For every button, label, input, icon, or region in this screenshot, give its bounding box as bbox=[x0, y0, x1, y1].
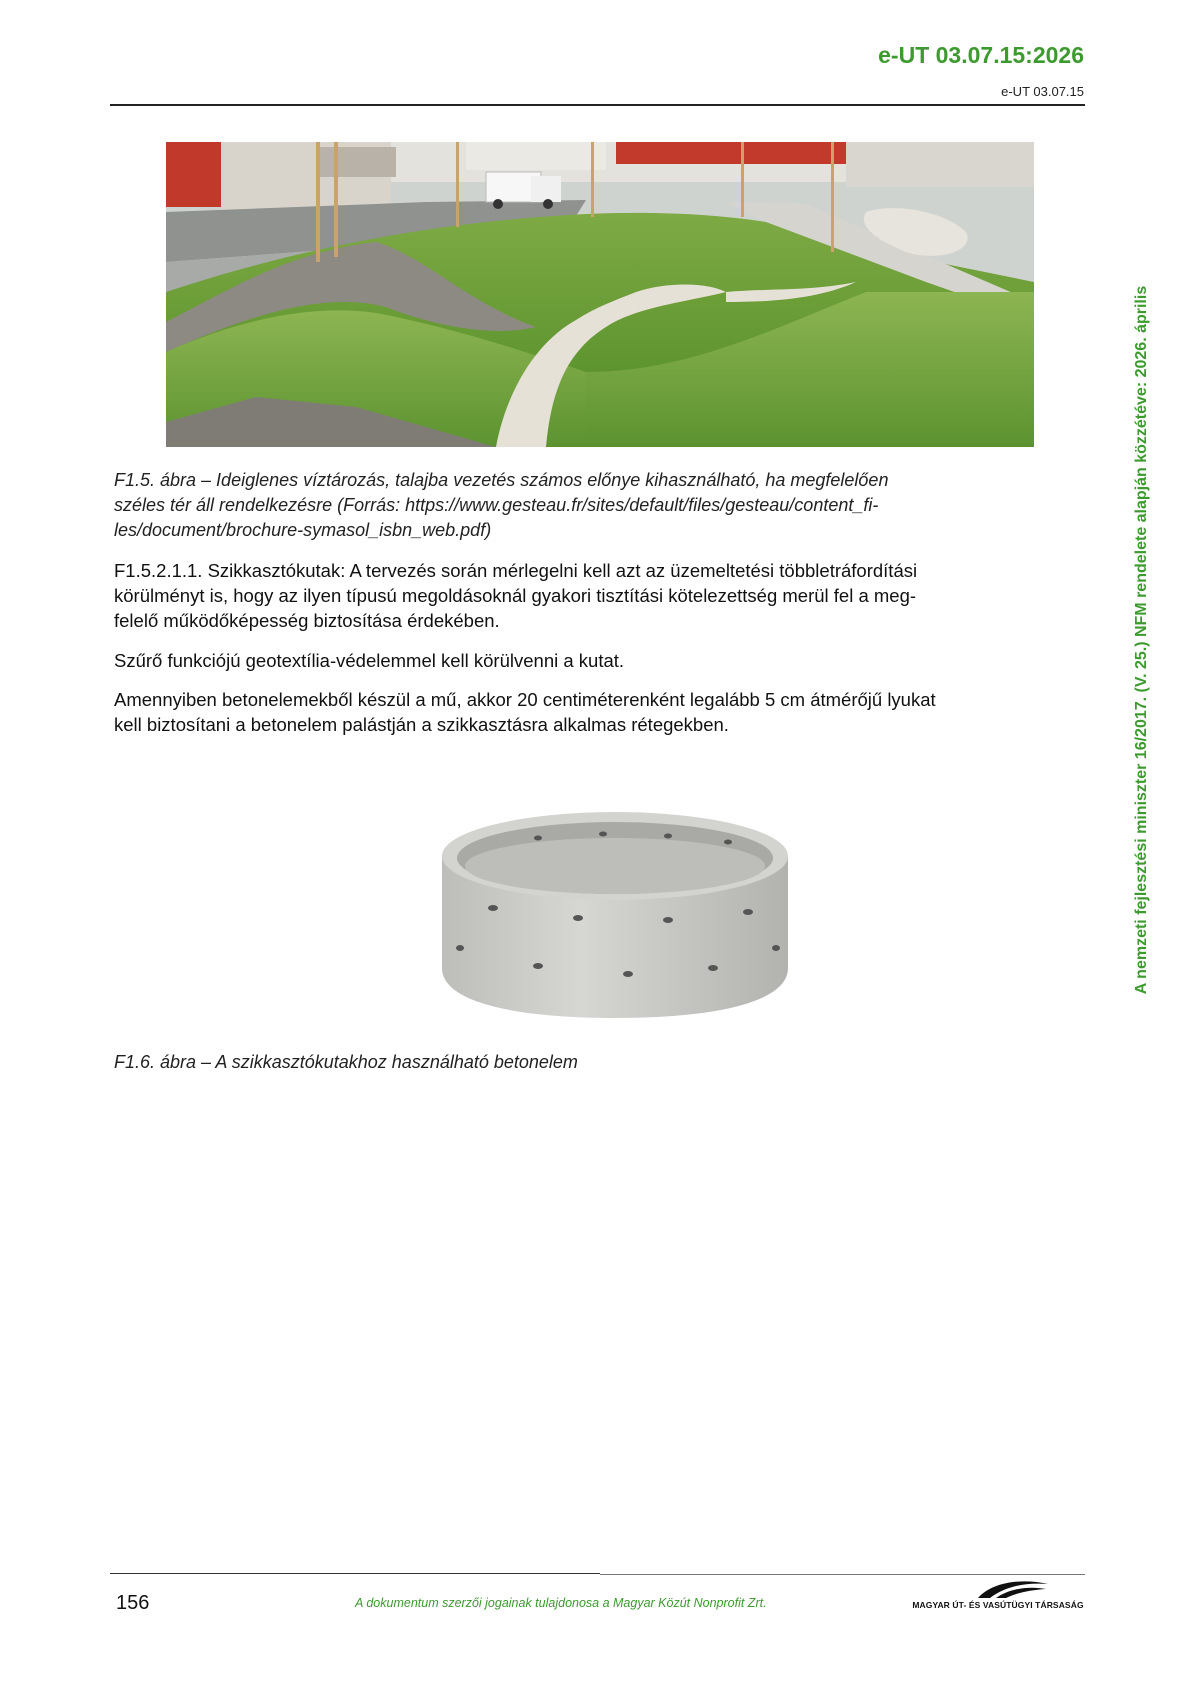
paragraph-geotextile: Szűrő funkciójú geotextília-védelemmel kell körülvenni a kutat. bbox=[114, 650, 625, 671]
page-number: 156 bbox=[116, 1592, 150, 1614]
publication-side-note: A nemzeti fejlesztési miniszter 16/2017. (V. 25.) NFM rendelete alapján közzétéve: 2026. április bbox=[1133, 285, 1150, 995]
infiltration-basin-photo bbox=[166, 142, 1034, 447]
perforated-concrete-ring-photo bbox=[438, 808, 792, 1020]
arc-logo-icon bbox=[912, 1578, 1084, 1600]
text-line: F1.5.2.1.1. Szikkasztókutak: A tervezés során mérlegelni kell azt az üzemeltetési többletráfordítási bbox=[114, 560, 918, 581]
text-line: kell biztosítani a betonelem palástján a szikkasztásra alkalmas rétegekben. bbox=[114, 714, 729, 735]
header-divider bbox=[110, 104, 1085, 106]
copyright-notice: A dokumentum szerzői jogainak tulajdonosa a Magyar Közút Nonprofit Zrt. bbox=[355, 1596, 767, 1610]
society-logo bbox=[912, 1578, 1084, 1612]
footer-divider-thin bbox=[600, 1574, 1085, 1575]
caption-line: les/document/brochure-symasol_isbn_web.pdf) bbox=[114, 520, 492, 540]
figure-1-caption bbox=[114, 468, 1082, 543]
paragraph-infiltration-wells bbox=[114, 558, 1084, 633]
logo-label: MAGYAR ÚT- ÉS VASÚTÜGYI TÁRSASÁG bbox=[912, 1600, 1084, 1610]
footer-divider bbox=[110, 1573, 600, 1574]
caption-line: F1.5. ábra – Ideiglenes víztározás, talajba vezetés számos előnye kihasználható, ha megfelelően bbox=[114, 470, 889, 490]
text-line: körülményt is, hogy az ilyen típusú megoldásoknál gyakori tisztítási kötelezettség merül fel a meg- bbox=[114, 585, 917, 606]
paragraph-concrete-elements bbox=[114, 687, 1084, 737]
caption-line: széles tér áll rendelkezésre (Forrás: https://www.gesteau.fr/sites/default/files/gesteau/content_fi- bbox=[114, 495, 879, 515]
text-line: Amennyiben betonelemekből készül a mű, akkor 20 centiméterenként legalább 5 cm átmérőjű lyukat bbox=[114, 689, 936, 710]
document-code-short: e-UT 03.07.15 bbox=[1001, 84, 1084, 99]
figure-2-caption: F1.6. ábra – A szikkasztókutakhoz használható betonelem bbox=[114, 1052, 578, 1072]
document-code: e-UT 03.07.15:2026 bbox=[878, 42, 1084, 68]
text-line: felelő működőképesség biztosítása érdekében. bbox=[114, 610, 500, 631]
